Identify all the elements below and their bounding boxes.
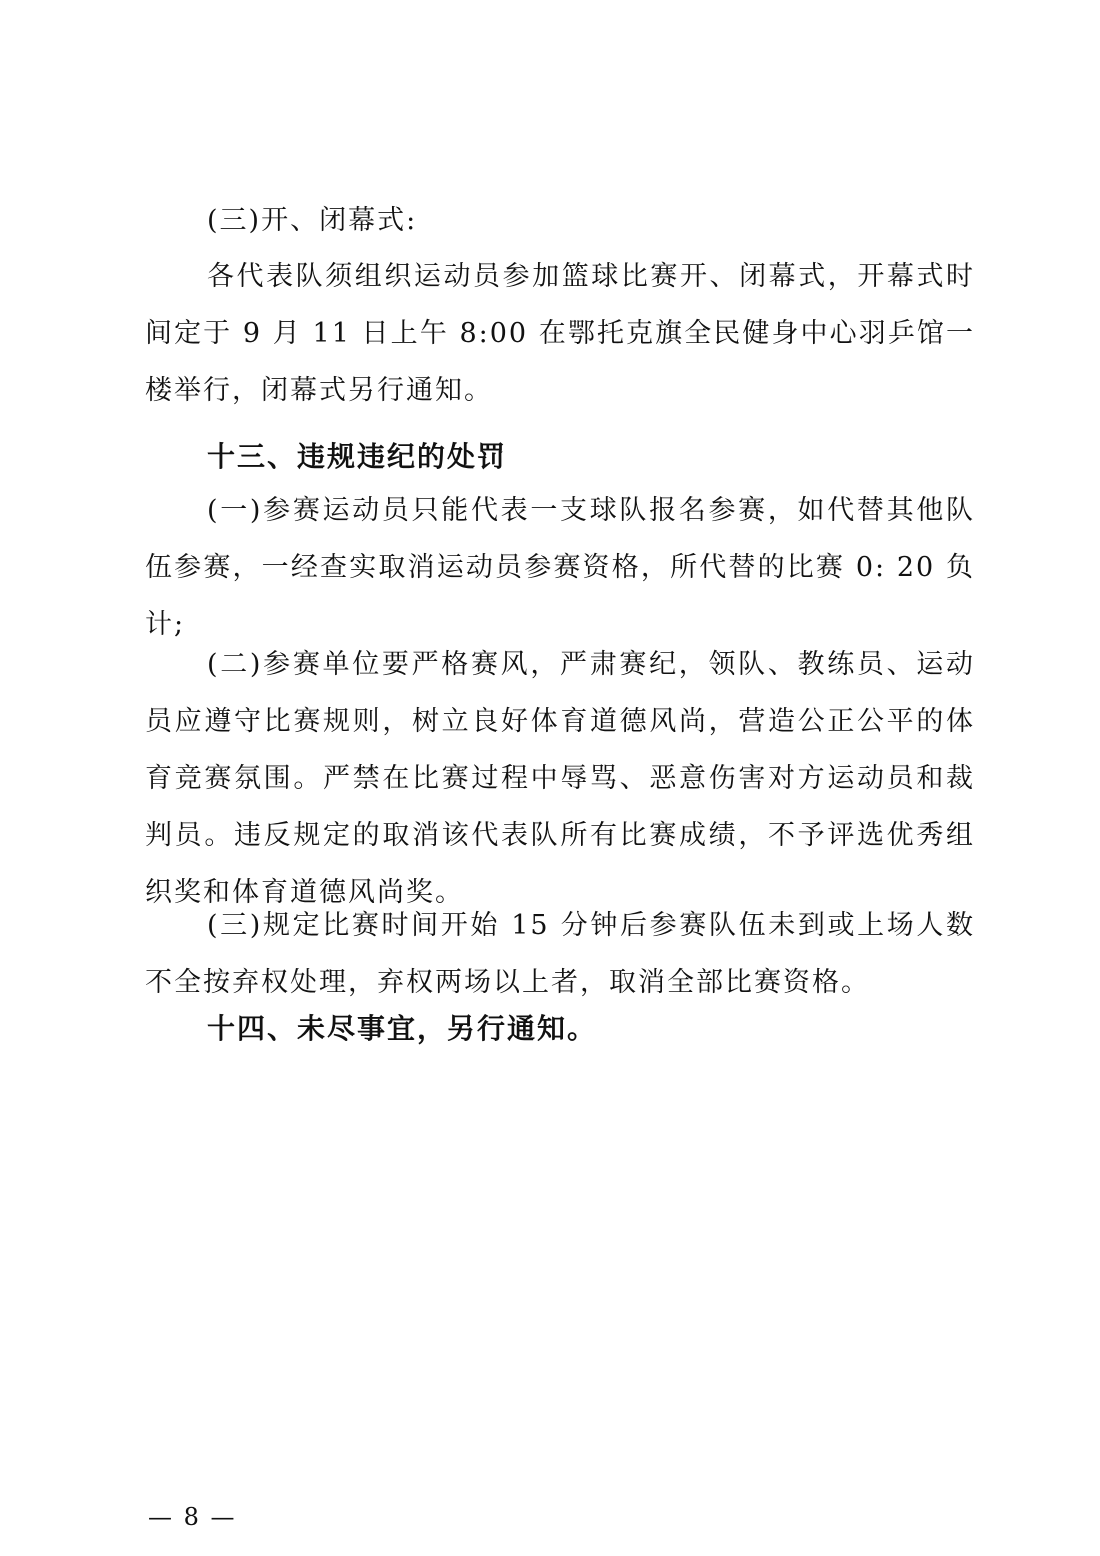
subsection-opening-closing-heading: (三)开、闭幕式: (207, 205, 418, 236)
opening-ceremony-paragraph: 各代表队须组织运动员参加篮球比赛开、闭幕式，开幕式时间定于 9 月 11 日上午 8:00 在鄂托克旗全民健身中心羽乒馆一楼举行，闭幕式另行通知。 (145, 261, 975, 406)
page-number: — 8 — (148, 1503, 237, 1531)
section-13-title: 十三、违规违纪的处罚 (207, 440, 508, 473)
section-14-title: 十四、未尽事宜，另行通知。 (207, 1012, 598, 1045)
penalty-paragraph-3: (三)规定比赛时间开始 15 分钟后参赛队伍未到或上场人数不全按弃权处理，弃权两场以上者，取消全部比赛资格。 (145, 910, 975, 998)
penalty-paragraph-2: (二)参赛单位要严格赛风，严肃赛纪，领队、教练员、运动员应遵守比赛规则，树立良好体育道德风尚，营造公正公平的体育竞赛氛围。严禁在比赛过程中辱骂、恶意伤害对方运动员和裁判员。违反规定的取消该代表队所有比赛成绩，不予评选优秀组织奖和体育道德风尚奖。 (145, 649, 975, 908)
penalty-paragraph-1: (一)参赛运动员只能代表一支球队报名参赛，如代替其他队伍参赛，一经查实取消运动员参赛资格，所代替的比赛 0: 20 负计; (145, 495, 975, 640)
